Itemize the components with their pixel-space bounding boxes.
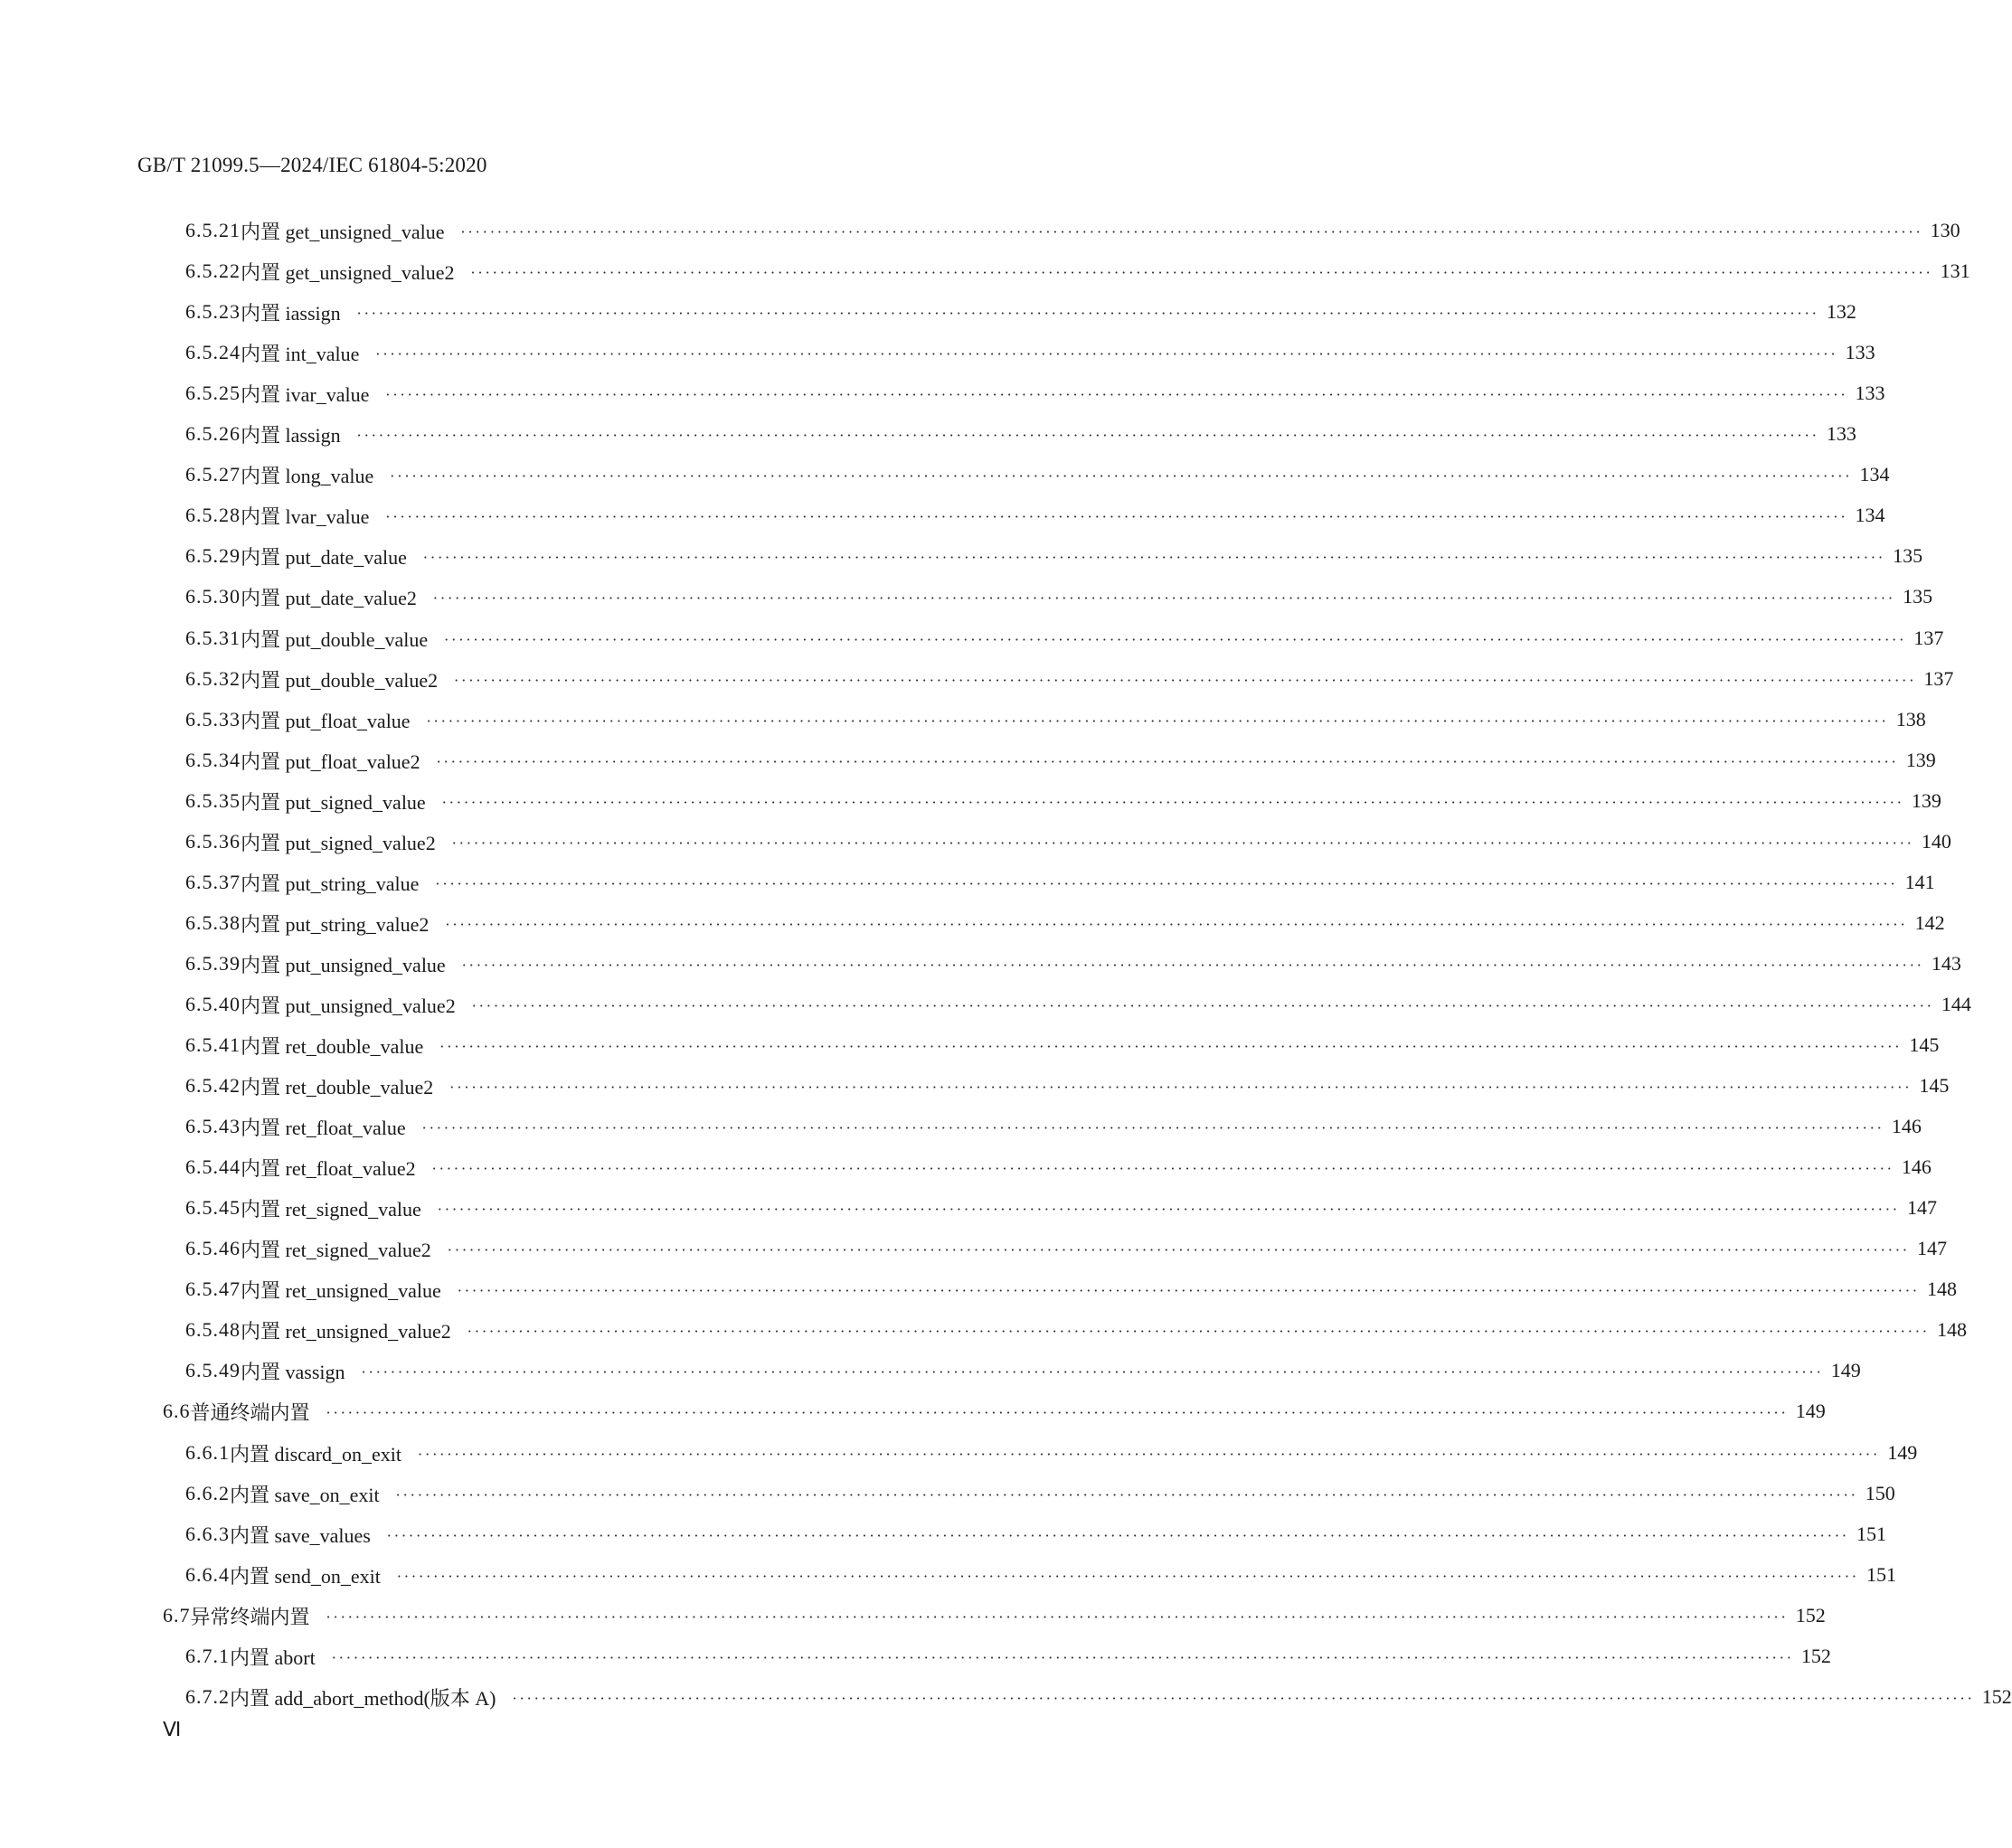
- toc-entry[interactable]: [185, 867, 1935, 898]
- toc-entry-page: 135: [1893, 544, 1923, 567]
- toc-entry-number: 6.5.29: [185, 544, 241, 567]
- toc-entry[interactable]: [185, 664, 1954, 694]
- toc-entry-title: 内置 put_unsigned_value: [241, 953, 446, 976]
- toc-entry[interactable]: [185, 337, 1875, 368]
- toc-entry-number: 6.5.34: [185, 749, 241, 771]
- toc-entry-number: 6.5.38: [185, 911, 241, 934]
- toc-entry-page: 151: [1866, 1563, 1897, 1586]
- toc-entry-page: 149: [1795, 1400, 1826, 1422]
- toc-entry-page: 145: [1909, 1033, 1940, 1056]
- toc-entry-number: 6.5.31: [185, 627, 241, 649]
- toc-entry[interactable]: [185, 1355, 1861, 1386]
- toc-leader-dots: ········································································································································································································: [326, 1608, 1789, 1626]
- toc-leader-dots: ········································································································································································································: [421, 1118, 1884, 1136]
- toc-entry-title: 内置 vassign: [241, 1360, 345, 1383]
- toc-entry[interactable]: [185, 215, 1960, 246]
- toc-entry-page: 144: [1941, 993, 1971, 1015]
- toc-entry-page: 133: [1845, 341, 1875, 363]
- toc-entry-number: 6.5.24: [185, 341, 241, 363]
- toc-entry-title: 内置 put_double_value2: [241, 668, 439, 692]
- toc-entry-title: 内置 int_value: [241, 342, 360, 365]
- toc-entry[interactable]: [185, 500, 1885, 531]
- toc-entry-page: 146: [1891, 1115, 1922, 1137]
- toc-entry-number: 6.5.25: [185, 382, 241, 404]
- toc-entry-title: 内置 put_signed_value: [241, 790, 426, 814]
- toc-leader-dots: ········································································································································································································: [390, 467, 1853, 485]
- toc-leader-dots: ········································································································································································································: [386, 1526, 1849, 1544]
- toc-leader-dots: ········································································································································································································: [460, 222, 1923, 240]
- toc-entry-title: 内置 ret_signed_value: [241, 1197, 421, 1221]
- toc-entry-number: 6.6.3: [185, 1523, 230, 1545]
- toc-leader-dots: ········································································································································································································: [356, 426, 1819, 444]
- toc-entry-page: 142: [1914, 911, 1945, 934]
- toc-entry[interactable]: [185, 1682, 2012, 1712]
- toc-entry-title: 普通终端内置: [190, 1400, 310, 1424]
- toc-entry-page: 143: [1931, 952, 1961, 975]
- toc-entry-number: 6.5.49: [185, 1359, 241, 1381]
- toc-entry[interactable]: [185, 989, 1971, 1020]
- toc-entry-page: 138: [1895, 708, 1926, 731]
- toc-entry[interactable]: [163, 1396, 1826, 1427]
- toc-entry-title: 内置 put_unsigned_value2: [241, 994, 456, 1017]
- toc-entry-number: 6.5.33: [185, 708, 241, 731]
- toc-entry-number: 6.5.39: [185, 952, 241, 975]
- standard-code: GB/T 21099.5—2024/IEC 61804-5:2020: [137, 154, 487, 176]
- toc-entry[interactable]: [185, 1438, 1918, 1468]
- toc-entry[interactable]: [185, 419, 1856, 449]
- toc-leader-dots: ········································································································································································································: [441, 793, 1904, 811]
- toc-entry-title: 内置 ret_double_value: [241, 1034, 424, 1058]
- toc-entry-title: 内置 lvar_value: [241, 504, 370, 528]
- toc-entry-number: 6.6.4: [185, 1563, 230, 1586]
- toc-entry-page: 139: [1911, 789, 1941, 812]
- toc-entry-page: 152: [1800, 1645, 1831, 1667]
- toc-entry-page: 152: [1981, 1685, 2012, 1708]
- toc-entry-title: 内置 abort: [230, 1645, 316, 1669]
- toc-leader-dots: ········································································································································································································: [356, 304, 1819, 322]
- toc-entry-number: 6.7: [163, 1604, 191, 1626]
- toc-leader-dots: ········································································································································································································: [444, 630, 1907, 648]
- toc-entry-title: 异常终端内置: [190, 1605, 310, 1628]
- toc-entry[interactable]: [185, 1070, 1950, 1101]
- toc-leader-dots: ········································································································································································································: [396, 1567, 1860, 1585]
- toc-entry-number: 6.7.2: [185, 1685, 230, 1708]
- toc-entry-number: 6.5.45: [185, 1196, 241, 1219]
- toc-entry[interactable]: [185, 948, 1961, 979]
- toc-entry-page: 149: [1830, 1359, 1861, 1381]
- toc-entry-number: 6.6.1: [185, 1441, 230, 1464]
- toc-entry-page: 131: [1940, 259, 1970, 282]
- toc-entry-title: 内置 ret_float_value: [241, 1116, 406, 1139]
- toc-leader-dots: ········································································································································································································: [426, 712, 1889, 730]
- toc-leader-dots: ········································································································································································································: [470, 263, 1933, 281]
- toc-entry-page: 134: [1859, 463, 1890, 486]
- toc-entry[interactable]: [185, 1152, 1932, 1183]
- toc-entry-title: 内置 get_unsigned_value: [241, 220, 445, 243]
- toc-entry[interactable]: [185, 1193, 1937, 1223]
- toc-entry-number: 6.7.1: [185, 1645, 230, 1667]
- toc-entry-page: 134: [1855, 504, 1885, 526]
- toc-entry-page: 147: [1916, 1237, 1947, 1259]
- toc-entry-number: 6.5.43: [185, 1115, 241, 1137]
- toc-entry[interactable]: [185, 786, 1941, 816]
- toc-entry-number: 6.5.41: [185, 1033, 241, 1056]
- toc-leader-dots: ········································································································································································································: [418, 1445, 1881, 1463]
- toc-entry-page: 152: [1795, 1604, 1826, 1626]
- toc-entry-title: 内置 put_float_value: [241, 709, 411, 732]
- toc-entry-number: 6.5.44: [185, 1155, 241, 1178]
- toc-leader-dots: ········································································································································································································: [385, 507, 1848, 525]
- toc-entry-page: 140: [1921, 830, 1951, 853]
- toc-leader-dots: ········································································································································································································: [445, 915, 1908, 933]
- toc-entry-page: 133: [1826, 422, 1856, 445]
- toc-leader-dots: ········································································································································································································: [385, 385, 1848, 403]
- toc-entry-number: 6.5.30: [185, 585, 241, 608]
- toc-entry-title: 内置 put_date_value: [241, 545, 407, 569]
- toc-entry-page: 132: [1826, 300, 1856, 323]
- toc-entry-page: 151: [1856, 1523, 1886, 1545]
- toc-entry[interactable]: [185, 704, 1926, 735]
- toc-leader-dots: ········································································································································································································: [435, 874, 1898, 892]
- toc-leader-dots: ········································································································································································································: [361, 1362, 1824, 1381]
- toc-entry-number: 6.6: [163, 1400, 191, 1422]
- toc-leader-dots: ········································································································································································································: [436, 752, 1899, 770]
- toc-entry[interactable]: [185, 1560, 1897, 1590]
- toc-leader-dots: ········································································································································································································: [331, 1648, 1794, 1666]
- toc-entry-title: 内置 lassign: [241, 423, 341, 447]
- toc-entry-page: 148: [1926, 1278, 1957, 1300]
- toc-entry-number: 6.5.37: [185, 871, 241, 893]
- toc-entry[interactable]: [185, 1111, 1922, 1142]
- toc-entry-title: 内置 ret_double_value2: [241, 1075, 434, 1098]
- toc-entry-title: 内置 put_string_value2: [241, 912, 430, 936]
- toc-entry-title: 内置 long_value: [241, 464, 374, 487]
- toc-entry[interactable]: [185, 1519, 1886, 1550]
- toc-entry-title: 内置 ret_unsigned_value: [241, 1278, 441, 1302]
- toc-leader-dots: ········································································································································································································: [422, 548, 1886, 566]
- document-header: [137, 154, 487, 177]
- toc-entry-page: 137: [1923, 667, 1954, 690]
- toc-leader-dots: ········································································································································································································: [471, 996, 1934, 1014]
- toc-entry-page: 141: [1904, 871, 1935, 893]
- toc-leader-dots: ········································································································································································································: [449, 1078, 1913, 1096]
- toc-entry[interactable]: [163, 1600, 1826, 1631]
- toc-leader-dots: ········································································································································································································: [467, 1322, 1930, 1340]
- toc-entry-page: 135: [1903, 585, 1933, 608]
- toc-entry-title: 内置 put_signed_value2: [241, 831, 436, 854]
- toc-entry-number: 6.5.22: [185, 259, 241, 282]
- toc-leader-dots: ········································································································································································································: [447, 1240, 1910, 1259]
- toc-entry[interactable]: [185, 1478, 1895, 1509]
- toc-entry[interactable]: [185, 745, 1936, 776]
- toc-entry[interactable]: [185, 908, 1945, 938]
- toc-entry-title: 内置 put_string_value: [241, 872, 420, 895]
- toc-entry-title: 内置 save_on_exit: [230, 1483, 380, 1506]
- toc-entry[interactable]: [185, 581, 1933, 612]
- toc-entry[interactable]: [185, 623, 1944, 654]
- toc-entry-page: 149: [1887, 1441, 1918, 1464]
- toc-entry-title: 内置 ret_float_value2: [241, 1156, 416, 1180]
- toc-entry-title: 内置 ret_unsigned_value2: [241, 1319, 451, 1343]
- toc-entry[interactable]: [185, 541, 1923, 571]
- toc-entry[interactable]: [185, 256, 1970, 287]
- toc-entry-title: 内置 discard_on_exit: [230, 1442, 402, 1466]
- toc-entry-title: 内置 put_date_value2: [241, 586, 417, 609]
- toc-entry-number: 6.5.21: [185, 219, 241, 241]
- toc-entry-number: 6.5.46: [185, 1237, 241, 1259]
- toc-entry-title: 内置 add_abort_method(版本 A): [230, 1686, 496, 1710]
- toc-entry-page: 150: [1865, 1482, 1895, 1504]
- toc-entry-title: 内置 iassign: [241, 301, 341, 325]
- toc-entry-page: 145: [1919, 1074, 1950, 1097]
- toc-entry-title: 内置 ivar_value: [241, 382, 370, 406]
- toc-leader-dots: ········································································································································································································: [454, 671, 1917, 689]
- toc-entry-number: 6.5.40: [185, 993, 241, 1015]
- toc-entry[interactable]: [185, 826, 1951, 857]
- toc-entry-number: 6.5.27: [185, 463, 241, 486]
- toc-leader-dots: ········································································································································································································: [431, 1159, 1894, 1177]
- toc-entry-title: 内置 send_on_exit: [230, 1564, 381, 1588]
- toc-entry-number: 6.5.48: [185, 1318, 241, 1341]
- toc-entry[interactable]: [185, 297, 1856, 327]
- toc-entry-title: 内置 save_values: [230, 1523, 371, 1547]
- toc-entry-page: 133: [1855, 382, 1885, 404]
- toc-entry-page: 137: [1913, 627, 1944, 649]
- toc-entry-page: 130: [1930, 219, 1960, 241]
- toc-entry-page: 148: [1936, 1318, 1967, 1341]
- toc-entry-number: 6.5.23: [185, 300, 241, 323]
- toc-entry-title: 内置 put_float_value2: [241, 750, 420, 773]
- toc-entry[interactable]: [185, 378, 1885, 409]
- toc-entry-title: 内置 ret_signed_value2: [241, 1238, 431, 1261]
- toc-entry-page: 139: [1905, 749, 1936, 771]
- toc-leader-dots: ········································································································································································································: [432, 589, 1896, 607]
- toc-entry-number: 6.5.32: [185, 667, 241, 690]
- toc-entry-number: 6.5.26: [185, 422, 241, 445]
- toc-leader-dots: ········································································································································································································: [395, 1485, 1858, 1504]
- toc-leader-dots: ········································································································································································································: [461, 956, 1924, 974]
- toc-entry[interactable]: [185, 1641, 1831, 1672]
- toc-entry-number: 6.5.47: [185, 1278, 241, 1300]
- toc-entry[interactable]: [185, 459, 1890, 490]
- toc-entry-title: 内置 get_unsigned_value2: [241, 260, 455, 284]
- toc-entry-number: 6.5.35: [185, 789, 241, 812]
- toc-entry-number: 6.5.42: [185, 1074, 241, 1097]
- toc-leader-dots: ········································································································································································································: [326, 1403, 1789, 1421]
- toc-entry-number: 6.5.36: [185, 830, 241, 853]
- toc-entry[interactable]: [185, 1274, 1957, 1305]
- toc-entry-number: 6.5.28: [185, 504, 241, 526]
- toc-leader-dots: ········································································································································································································: [512, 1689, 1975, 1707]
- toc-leader-dots: ········································································································································································································: [439, 1037, 1903, 1055]
- toc-leader-dots: ········································································································································································································: [437, 1200, 1900, 1218]
- toc-leader-dots: ········································································································································································································: [457, 1281, 1920, 1299]
- toc-entry-number: 6.6.2: [185, 1482, 230, 1504]
- toc-leader-dots: ········································································································································································································: [451, 834, 1914, 852]
- toc-entry[interactable]: [185, 1030, 1940, 1061]
- page-number: Ⅵ: [163, 1718, 182, 1740]
- toc-entry[interactable]: [185, 1315, 1967, 1345]
- toc-entry-title: 内置 put_double_value: [241, 627, 429, 651]
- toc-entry[interactable]: [185, 1233, 1947, 1264]
- toc-leader-dots: ········································································································································································································: [375, 344, 1838, 363]
- toc-entry-page: 146: [1901, 1155, 1932, 1178]
- toc-entry-page: 147: [1906, 1196, 1937, 1219]
